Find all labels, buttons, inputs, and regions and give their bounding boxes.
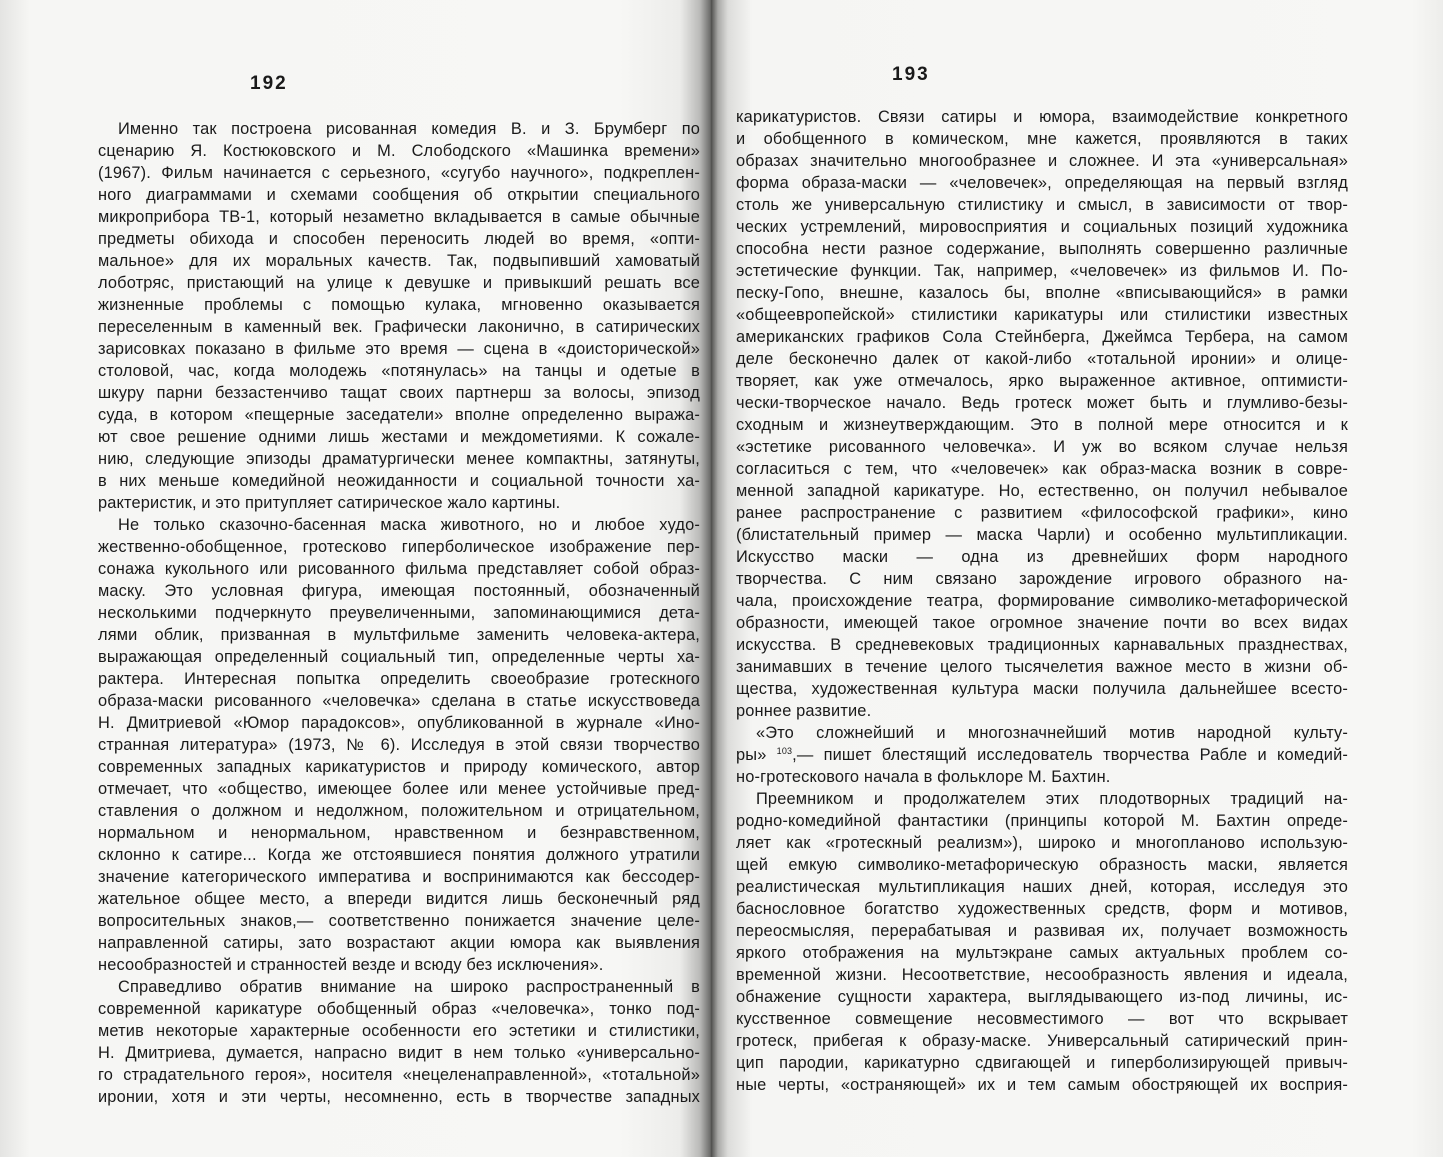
text-line: реалистическая мультипликация наших дней, которая, исследуя это bbox=[736, 878, 1348, 896]
text-line: столовой, час, когда молодежь «потянулась» на танцы и одетые в bbox=[98, 362, 700, 380]
right-page bbox=[712, 0, 1443, 1157]
text-line: Н. Дмитриева, думается, напрасно видит в нем только «универсально- bbox=[98, 1044, 700, 1062]
text-line: склонно к сатире... Когда же отстоявшиеся понятия должного утратили bbox=[98, 846, 700, 864]
text-line: несколькими подчеркнуто преувеличенными, запоминающимися дета- bbox=[98, 604, 700, 622]
text-line: но-гротескового начала в фольклоре М. Бахтин. bbox=[736, 768, 1111, 786]
text-line: песку-Гопо, внешне, казалось бы, вполне «вписывающийся» в рамки bbox=[736, 284, 1348, 302]
paragraph bbox=[98, 118, 700, 514]
text-line: чала, происхождение театра, формирование символико-метафорической bbox=[736, 592, 1348, 610]
text-line: несообразностей и странностей везде и всюду без исключения». bbox=[98, 956, 604, 974]
text-line: странная литература» (1973, № 6). Исследуя в этой связи творчество bbox=[98, 736, 700, 754]
paragraph bbox=[736, 722, 1348, 788]
text-line: обнажение сущности характера, выглядывающего из-под личины, ис- bbox=[736, 988, 1348, 1006]
text-line: творчества. С ним связано зарождение игрового образного на- bbox=[736, 570, 1348, 588]
text-line: переселенным в каменный век. Графически лаконично, в сатирических bbox=[98, 318, 700, 336]
text-line: современной карикатуре обобщенный образ «человечка», тонко под- bbox=[98, 1000, 700, 1018]
page-text bbox=[736, 106, 1348, 1096]
text-line: ставления о должном и недолжном, положительном и отрицательном, bbox=[98, 802, 700, 820]
text-line: баснословное богатство художественных средств, форм и мотивов, bbox=[736, 900, 1348, 918]
text-line: Н. Дмитриевой «Юмор парадоксов», опубликованной в журнале «Ино- bbox=[98, 714, 700, 732]
text-line: Справедливо обратив внимание на широко распространенный в bbox=[118, 978, 700, 996]
text-line: значение категорического императива и воспринимаются как бессодер- bbox=[98, 868, 700, 886]
text-segment: ,— пишет блестящий исследователь творчества Рабле и комедий- bbox=[792, 746, 1348, 764]
text-line: родно-комедийной фантастики (принципы которой М. Бахтин опреде- bbox=[736, 812, 1348, 830]
text-line: рактера. Интересная попытка определить своеобразие гротескного bbox=[98, 670, 700, 688]
text-line: в них меньше комедийной неожиданности и социальной точности ха- bbox=[98, 472, 700, 490]
text-line: зарисовках показано в фильме это время — сцена в «доисторической» bbox=[98, 340, 700, 358]
text-line: го страдательного героя», носителя «нецеленаправленной», «тотальной» bbox=[98, 1066, 700, 1084]
text-line: столь же универсальную стилистику и смысл, в зависимости от твор- bbox=[736, 196, 1348, 214]
text-line: и обобщенного в комическом, мне кажется, проявляются в таких bbox=[736, 130, 1348, 148]
text-line: искусства. В средневековых традиционных карнавальных празднествах, bbox=[736, 636, 1348, 654]
text-line: нию, следующие эпизоды драматургически менее компактны, затянуты, bbox=[98, 450, 700, 468]
text-line: образности, имеющей такое огромное значение почти во всех видах bbox=[736, 614, 1348, 632]
text-line: (1967). Фильм начинается с серьезного, «сугубо научного», подкреплен- bbox=[98, 164, 700, 182]
text-line: кусственное совмещение несовместимого — вот что вскрывает bbox=[736, 1010, 1348, 1028]
text-line: форма образа-маски — «человечек», определяющая на первый взгляд bbox=[736, 174, 1348, 192]
text-line: «эстетике рисованного человечка». И уж во всяком случае нельзя bbox=[736, 438, 1348, 456]
text-line: щества, художественная культура маски получила дальнейшее всесто- bbox=[736, 680, 1348, 698]
paragraph bbox=[736, 788, 1348, 1096]
text-line: ного диаграммами и схемами сообщения об открытии специального bbox=[98, 186, 700, 204]
text-line: рактеристик, и это притупляет сатирическое жало картины. bbox=[98, 494, 561, 512]
text-line: образа-маски рисованного «человечка» сделана в статье искусствоведа bbox=[98, 692, 700, 710]
text-line: маску. Это условная фигура, имеющая постоянный, обозначенный bbox=[98, 582, 700, 600]
text-line: переосмысляя, перерабатывая и развивая их, получает возможность bbox=[736, 922, 1348, 940]
left-page bbox=[0, 0, 712, 1157]
text-line: мальное» для их моральных качеств. Так, подвыпивший хамоватый bbox=[98, 252, 700, 270]
text-line: Не только сказочно-басенная маска животного, но и любое худо- bbox=[118, 516, 700, 534]
text-line: суда, в котором «пещерные заседатели» вполне определенно выража- bbox=[98, 406, 700, 424]
text-line: выражающая определенный социальный тип, определенные черты ха- bbox=[98, 648, 700, 666]
text-line: микроприбора ТВ-1, который незаметно вкладывается в самые обычные bbox=[98, 208, 700, 226]
text-line: «Это сложнейший и многозначнейший мотив народной культу- bbox=[756, 724, 1348, 742]
text-line: жизненные проблемы с помощью кулака, мгновенно оказывается bbox=[98, 296, 700, 314]
text-line: современных западных карикатуристов и природу комического, автор bbox=[98, 758, 700, 776]
text-line: лоботряс, пристающий на улице к девушке и привыкший решать все bbox=[98, 274, 700, 292]
footnote-marker: 103 bbox=[776, 746, 793, 756]
text-line: (блистательный пример — маска Чарли) и особенно мультипликации. bbox=[736, 526, 1348, 544]
text-line: гротеск, прибегая к образу-маске. Универсальный сатирический прин- bbox=[736, 1032, 1348, 1050]
text-line: ранее распространение с развитием «философской графики», кино bbox=[736, 504, 1348, 522]
text-line: отмечает, что «общество, имеющее более или менее устойчивые пред- bbox=[98, 780, 700, 798]
text-line: Преемником и продолжателем этих плодотворных традиций на- bbox=[756, 790, 1348, 808]
text-line: сценарию Я. Костюковского и М. Слободского «Машинка времени» bbox=[98, 142, 700, 160]
text-line: ные черты, «остраняющей» их и тем самым обостряющей их восприя- bbox=[736, 1076, 1348, 1094]
text-line: шкуру парни беззастенчиво тащат своих партнерш за волосы, эпизод bbox=[98, 384, 700, 402]
text-line: цип пародии, карикатурно сдвигающей и гиперболизирующей привыч- bbox=[736, 1054, 1348, 1072]
text-line: ют свое решение одними лишь жестами и междометиями. К сожале- bbox=[98, 428, 700, 446]
text-line: Искусство маски — одна из древнейших форм народного bbox=[736, 548, 1348, 566]
text-line: «общеевропейской» стилистики карикатуры или стилистики известных bbox=[736, 306, 1348, 324]
text-line bbox=[736, 744, 1348, 766]
text-line: Именно так построена рисованная комедия В. и З. Брумберг по bbox=[118, 120, 700, 138]
paragraph bbox=[736, 106, 1348, 722]
text-line: жательное общее место, а впереди видится лишь бесконечный ряд bbox=[98, 890, 700, 908]
text-line: нормальном и ненормальном, нравственном и безнравственном, bbox=[98, 824, 700, 842]
text-line: ляет как «гротескный реализм»), широко и многопланово использую- bbox=[736, 834, 1348, 852]
text-line: занимавших в течение целого тысячелетия важное место в жизни об- bbox=[736, 658, 1348, 676]
text-line: менной западной карикатуре. Но, естественно, он получил небывалое bbox=[736, 482, 1348, 500]
text-line: роннее развитие. bbox=[736, 702, 872, 720]
paragraph bbox=[98, 514, 700, 976]
text-line: творяет, как уже отмечалось, ярко выраженное активное, оптимисти- bbox=[736, 372, 1348, 390]
text-line: вопросительных знаков,— соответственно понижается значение целе- bbox=[98, 912, 700, 930]
text-line: лями облик, призванная в мультфильме заменить человека-актера, bbox=[98, 626, 700, 644]
text-line: способна нести разное содержание, выполнять совершенно различные bbox=[736, 240, 1348, 258]
page-number: 192 bbox=[250, 73, 288, 94]
text-line: яркого отображения на мультэкране самых актуальных проблем со- bbox=[736, 944, 1348, 962]
text-line: согласиться с тем, что «человечек» как образ-маска возник в совре- bbox=[736, 460, 1348, 478]
text-line: американских графиков Сола Стейнберга, Джеймса Тербера, на самом bbox=[736, 328, 1348, 346]
text-line: щей емкую символико-метафорическую образность маски, является bbox=[736, 856, 1348, 874]
text-line: ческих устремлений, мировосприятия и социальных позиций художника bbox=[736, 218, 1348, 236]
text-line: временной жизни. Несоответствие, несообразность явления и идеала, bbox=[736, 966, 1348, 984]
paragraph bbox=[98, 976, 700, 1108]
text-line: направленной сатиры, зато возрастают акции юмора как выявления bbox=[98, 934, 700, 952]
page-number: 193 bbox=[892, 64, 930, 85]
text-line: жественно-обобщенное, гротесково гиперболическое изображение пер- bbox=[98, 538, 700, 556]
text-line: предметы обихода и способен переносить людей во время, «опти- bbox=[98, 230, 700, 248]
text-line: эстетические функции. Так, например, «человечек» из фильмов И. По- bbox=[736, 262, 1348, 280]
text-line: сонажа кукольного или рисованного фильма представляет собой образ- bbox=[98, 560, 700, 578]
page-text bbox=[98, 118, 700, 1108]
text-line: чески-творческое начало. Ведь гротеск может быть и глумливо-безы- bbox=[736, 394, 1348, 412]
text-line: метив некоторые характерные особенности его эстетики и стилистики, bbox=[98, 1022, 700, 1040]
text-line: карикатуристов. Связи сатиры и юмора, взаимодействие конкретного bbox=[736, 108, 1348, 126]
text-segment: ры» bbox=[736, 746, 777, 764]
text-line: иронии, хотя и эти черты, несомненно, есть в творчестве западных bbox=[98, 1088, 700, 1106]
text-line: сходным и жизнеутверждающим. Это в полной мере относится и к bbox=[736, 416, 1348, 434]
text-line: деле бесконечно далек от какой-либо «тотальной иронии» и олице- bbox=[736, 350, 1348, 368]
text-line: образах значительно многообразнее и сложнее. И эта «универсальная» bbox=[736, 152, 1348, 170]
